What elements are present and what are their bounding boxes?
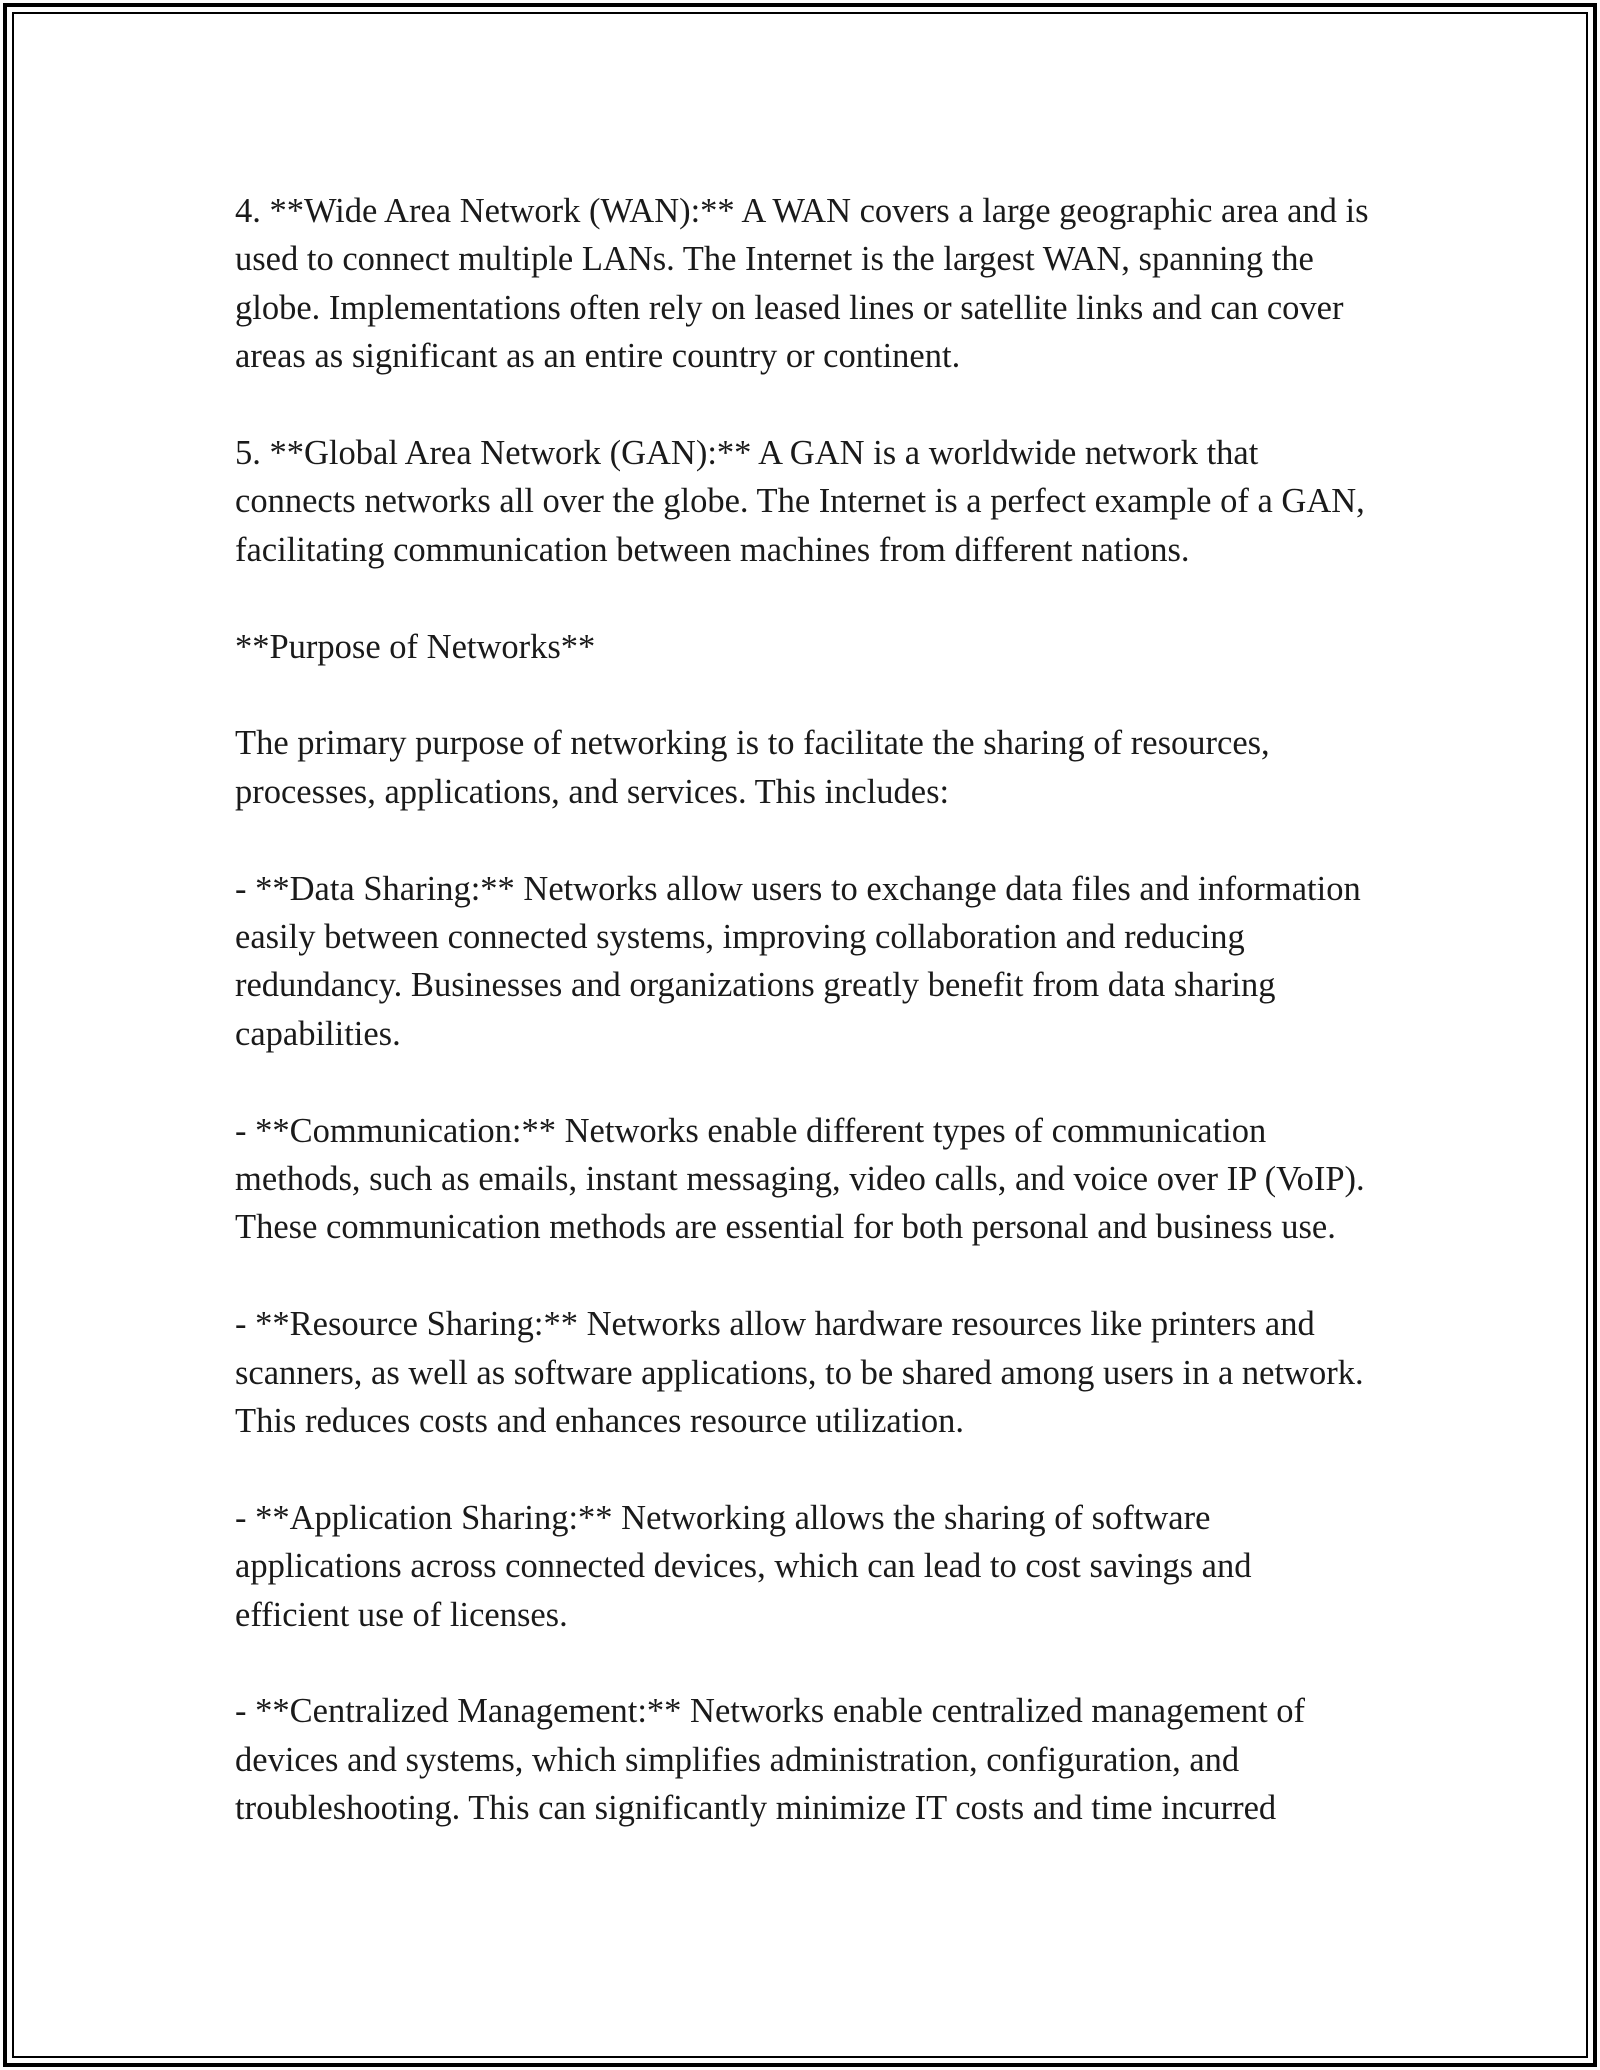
section-heading-purpose: **Purpose of Networks** <box>235 627 596 666</box>
paragraph-wan: 4. **Wide Area Network (WAN):** A WAN covers a large geographic area and is used to connect multiple LANs. The Internet is the largest WAN, spanning the globe. Implementations often rely on leased lines or satellite links and can cover areas as significant as an entire country or continent. <box>235 192 1369 376</box>
paragraph-purpose-intro: The primary purpose of networking is to facilitate the sharing of resources, processes, applications, and services. This includes: <box>235 724 1270 811</box>
list-item-application-sharing: - **Application Sharing:** Networking allows the sharing of software applications across connected devices, which can lead to cost savings and efficient use of licenses. <box>235 1498 1252 1634</box>
list-item-communication: - **Communication:** Networks enable different types of communication methods, such as emails, instant messaging, video calls, and voice over IP (VoIP). These communication methods are essential for both personal and business use. <box>235 1111 1365 1247</box>
list-item-centralized-management: - **Centralized Management:** Networks enable centralized management of devices and systems, which simplifies administration, configuration, and troubleshooting. This can significantly minimize IT costs and time incurred <box>235 1692 1306 1828</box>
list-item-data-sharing: - **Data Sharing:** Networks allow users to exchange data files and information easily between connected systems, improving collaboration and reducing redundancy. Businesses and organizations greatly benefit from data sharing capabilities. <box>235 869 1361 1053</box>
list-item-resource-sharing: - **Resource Sharing:** Networks allow hardware resources like printers and scanners, as well as software applications, to be shared among users in a network. This reduces costs and enhances resource utilization. <box>235 1305 1364 1441</box>
document-body <box>235 187 1370 1833</box>
paragraph-gan: 5. **Global Area Network (GAN):** A GAN is a worldwide network that connects networks all over the globe. The Internet is a perfect example of a GAN, facilitating communication between machines from different nations. <box>235 434 1365 569</box>
